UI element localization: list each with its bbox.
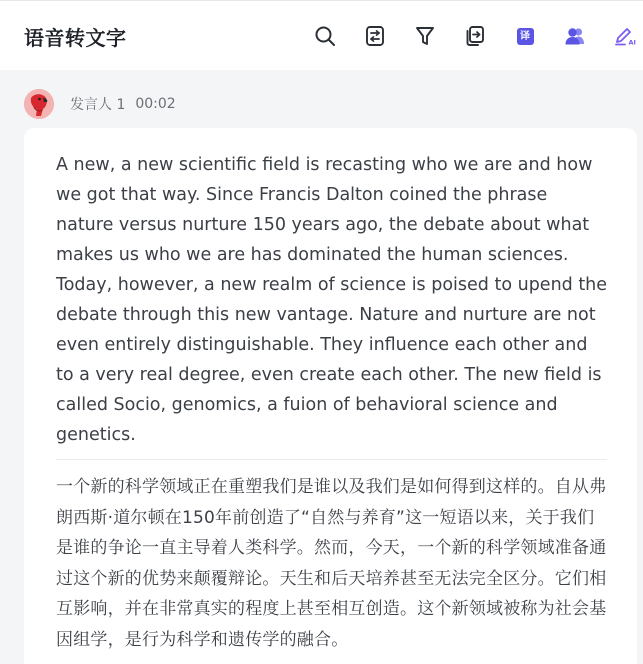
translate-icon-label: 译: [520, 30, 530, 42]
top-bar: [0, 0, 643, 70]
search-icon: [314, 25, 336, 47]
speaker-row: [24, 88, 176, 120]
ai-pen-icon: [613, 25, 637, 47]
export-button[interactable]: [462, 23, 488, 49]
original-transcript-text[interactable]: A new, a new scientific field is recasting who we are and how we got that way. Since Francis Dalton coined the phrase nature versus nurture 150 years ago, the debate about what makes us who we are has dominated the human sciences. Today, however, a new realm of science is poised to upend the debate through this new vantage. Nature and nurture are not even entirely distinguishable. They influence each other and to a very real degree, even create each other. The new field is called Socio, genomics, a fuion of behavioral science and genetics.: [56, 155, 608, 445]
speakers-icon: [564, 25, 586, 47]
filter-button[interactable]: [412, 23, 438, 49]
export-icon: [464, 25, 486, 47]
filter-icon: [414, 25, 436, 47]
translation-divider: [56, 459, 607, 460]
translate-button[interactable]: [512, 23, 538, 49]
page-title: 语音转文字: [24, 26, 127, 50]
ai-pen-icon-label: AI: [628, 38, 636, 47]
red-parrot-avatar-icon: [24, 89, 54, 119]
transcript-card: [24, 128, 637, 664]
speaker-name: 发言人 1: [70, 97, 126, 113]
translate-icon: [517, 28, 534, 45]
speakers-button[interactable]: [562, 23, 588, 49]
ai-write-button[interactable]: [612, 23, 638, 49]
speaker-timestamp[interactable]: 00:02: [135, 96, 176, 112]
translated-transcript-text[interactable]: 一个新的科学领域正在重塑我们是谁以及我们是如何得到这样的。自从弗朗西斯·道尔顿在150年前创造了“自然与养育”这一短语以来，关于我们是谁的争论一直主导着人类科学。然而，今天，一个新的科学领域准备通过这个新的优势来颠覆辩论。天生和后天培养甚至无法完全区分。它们相互影响，并在非常真实的程度上甚至相互创造。这个新领域被称为社会基因组学，是行为科学和遗传学的融合。: [56, 477, 607, 650]
document-edit-icon: [364, 25, 386, 47]
search-button[interactable]: [312, 23, 338, 49]
document-edit-button[interactable]: [362, 23, 388, 49]
